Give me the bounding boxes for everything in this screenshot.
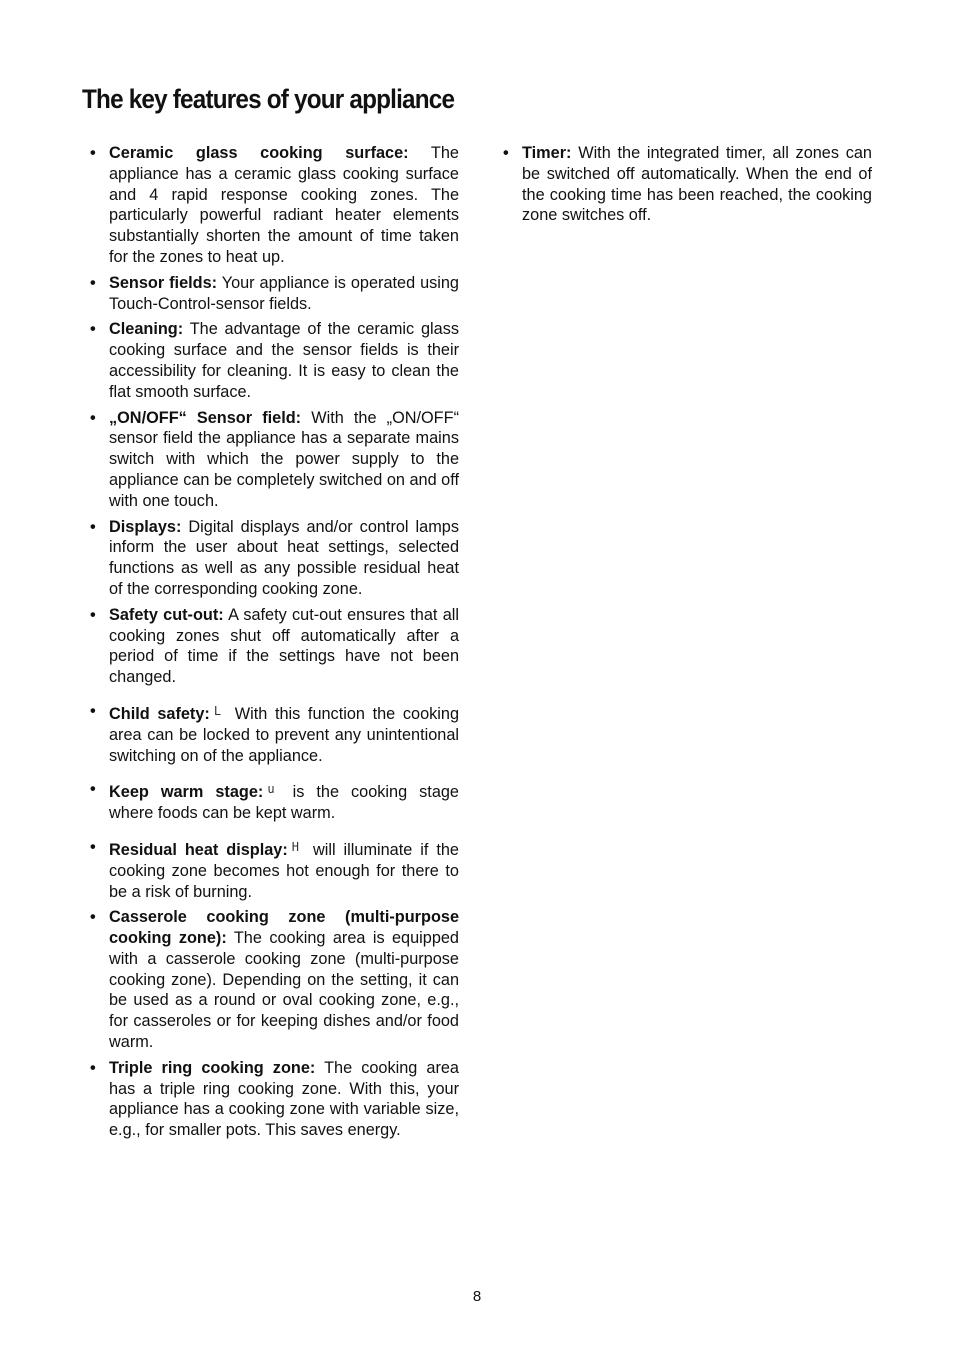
feature-term: Timer: — [522, 144, 572, 162]
page-number: 8 — [472, 1288, 482, 1305]
feature-text: will illuminate if the cooking zone becomes hot enough for there to be a risk of burning. — [109, 840, 459, 901]
page-title: The key features of your appliance — [82, 84, 455, 114]
bullet: • — [90, 780, 96, 799]
feature-triple-ring — [90, 1058, 459, 1141]
bullet: • — [90, 908, 96, 927]
feature-term: Residual heat display: — [109, 840, 288, 859]
feature-text: With this function the cooking area can be locked to prevent any unintentional switching on of the appliance. — [109, 704, 459, 765]
bullet: • — [90, 408, 96, 427]
feature-term: „ON/OFF“ Sensor field: — [109, 408, 302, 427]
feature-on-off-sensor — [90, 408, 459, 512]
feature-list-right — [503, 143, 872, 231]
feature-text: With the integrated timer, all zones can be switched off automatically. When the end of the cooking time has been reached, the cooking zone switches off. — [522, 144, 872, 225]
feature-text: Digital displays and/or control lamps inform the user about heat settings, selected functions as well as any possible residual heat of the corresponding cooking zone. — [109, 517, 459, 598]
feature-casserole-zone — [90, 907, 459, 1053]
lock-symbol-icon: L — [213, 703, 222, 718]
feature-child-safety — [90, 701, 459, 766]
feature-ceramic-glass — [90, 143, 459, 268]
bullet: • — [90, 1058, 96, 1077]
bullet: • — [503, 144, 509, 162]
bullet: • — [90, 701, 96, 720]
feature-text: The advantage of the ceramic glass cooking surface and the sensor fields is their accessibility for cleaning. It is easy to clean the flat smooth surface. — [109, 320, 459, 401]
feature-term: Child safety: — [109, 704, 210, 723]
feature-text: Your appliance is operated using Touch-Control-sensor fields. — [109, 273, 459, 313]
feature-residual-heat — [90, 837, 459, 902]
bullet: • — [90, 320, 96, 339]
feature-cleaning — [90, 319, 459, 402]
feature-term: Triple ring cooking zone: — [109, 1058, 316, 1077]
bullet: • — [90, 837, 96, 856]
feature-safety-cut-out — [90, 605, 459, 688]
feature-displays — [90, 517, 459, 600]
feature-list-left — [90, 143, 459, 1146]
bullet: • — [90, 605, 96, 624]
feature-term: Cleaning: — [109, 320, 184, 339]
feature-sensor-fields — [90, 273, 459, 315]
keep-warm-symbol-icon: u — [267, 782, 275, 797]
feature-term: Sensor fields: — [109, 273, 218, 292]
bullet: • — [90, 273, 96, 292]
feature-term: Casserole cooking zone (multi-purpose cooking zone): — [109, 908, 459, 948]
feature-text: With the „ON/OFF“ sensor field the appliance has a separate mains switch with which the power supply to the appliance can be completely switched on and off with one touch. — [109, 408, 459, 510]
feature-term: Safety cut-out: — [109, 605, 224, 624]
feature-keep-warm — [90, 779, 459, 824]
feature-term: Ceramic glass cooking surface: — [109, 144, 409, 162]
bullet: • — [90, 144, 96, 162]
feature-text: The appliance has a ceramic glass cooking surface and 4 rapid response cooking zones. The particularly powerful radiant heater elements substantially shorten the amount of time taken for the zones to heat up. — [109, 144, 459, 266]
feature-text: is the cooking stage where foods can be kept warm. — [109, 783, 459, 823]
feature-text: The cooking area is equipped with a casserole cooking zone (multi-purpose cooking zone). Depending on the setting, it can be used as a round or oval cooking zone, e.g., for casseroles or for keeping dishes and/or food warm. — [109, 929, 459, 1052]
feature-text: The cooking area has a triple ring cooking zone. With this, your appliance has a cooking zone with variable size, e.g., for smaller pots. This saves energy. — [109, 1058, 459, 1140]
bullet: • — [90, 517, 96, 536]
residual-heat-symbol-icon: H — [291, 839, 300, 854]
feature-term: Keep warm stage: — [109, 783, 264, 802]
feature-term: Displays: — [109, 517, 182, 536]
feature-timer — [503, 143, 872, 226]
feature-text: A safety cut-out ensures that all cooking zones shut off automatically after a period of time if the settings have not been changed. — [109, 605, 459, 687]
